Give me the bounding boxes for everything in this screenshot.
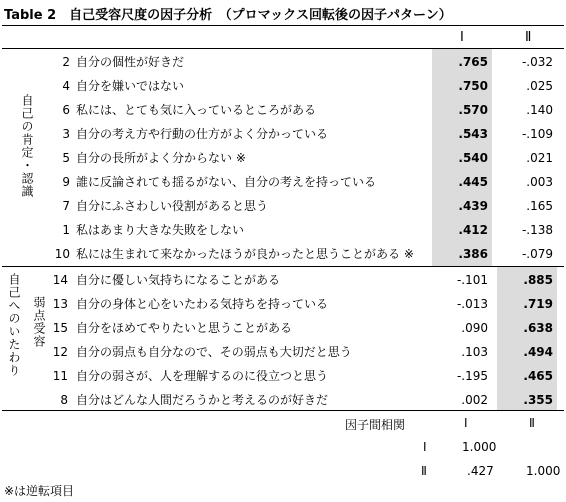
loading-factor1: .439: [458, 199, 488, 213]
item-number: 6: [62, 103, 70, 117]
loading-factor2: .885: [523, 273, 553, 287]
item-text: 誰に反論されても揺るがない、自分の考えを持っている: [76, 175, 377, 189]
table-title: Table 2 自己受容尺度の因子分析 （プロマックス回転後の因子パターン）: [4, 8, 452, 23]
loading-factor1: .002: [461, 393, 488, 407]
loading-factor1: .386: [458, 247, 488, 261]
item-number: 10: [54, 247, 70, 261]
loading-factor2: .638: [523, 321, 553, 335]
loading-factor2: -.138: [521, 223, 553, 237]
group-label-weakness-acceptance: 弱点受容: [32, 296, 46, 348]
loading-factor1: -.013: [456, 297, 488, 311]
item-text: 自分はどんな人間だろうかと考えるのが好きだ: [76, 393, 329, 407]
item-text: 自分の弱さが、人を理解するのに役立つと思う: [76, 369, 329, 383]
item-number: 13: [52, 297, 68, 311]
reverse-item-note: ※は逆転項目: [4, 484, 75, 498]
item-number: 8: [60, 393, 68, 407]
correlation-row1-value1: 1.000: [462, 440, 497, 454]
loading-factor1: .412: [458, 223, 488, 237]
correlation-label: 因子間相関: [345, 418, 406, 432]
item-number: 14: [52, 273, 68, 287]
table-row: [0, 364, 566, 388]
loading-factor1: -.101: [456, 273, 488, 287]
loading-factor2: .165: [526, 199, 553, 213]
loading-factor2: .494: [523, 345, 553, 359]
group-label-self-affirmation: 自己の肯定・認識: [20, 94, 34, 198]
correlation-row2-label: Ⅱ: [421, 464, 427, 478]
item-number: 7: [62, 199, 70, 213]
loading-factor1: .540: [458, 151, 488, 165]
table-row: [0, 340, 566, 364]
table-row: [0, 268, 566, 292]
item-number: 11: [52, 369, 68, 383]
correlation-header-factor1: Ⅰ: [464, 416, 468, 430]
table-row: [0, 292, 566, 316]
loading-factor2: .003: [526, 175, 553, 189]
table-row: [0, 316, 566, 340]
table-row: [0, 50, 566, 74]
loading-factor2: .719: [523, 297, 553, 311]
loading-factor1: .090: [461, 321, 488, 335]
correlation-header-factor2: Ⅱ: [529, 416, 535, 430]
item-number: 5: [62, 151, 70, 165]
loading-factor2: .465: [523, 369, 553, 383]
loading-factor1: -.195: [456, 369, 488, 383]
table-row: [0, 194, 566, 218]
column-header-factor1: Ⅰ: [460, 30, 464, 45]
loading-factor2: .025: [526, 79, 553, 93]
loading-factor2: -.109: [521, 127, 553, 141]
loading-factor2: .355: [523, 393, 553, 407]
item-number: 2: [62, 55, 70, 69]
top-rule: [2, 25, 564, 26]
item-text: 自分に優しい気持ちになることがある: [76, 273, 281, 287]
item-number: 3: [62, 127, 70, 141]
loading-factor1: .750: [458, 79, 488, 93]
loading-factor1: .543: [458, 127, 488, 141]
item-text: 自分にふさわしい役割があると思う: [76, 199, 269, 213]
item-text: 自分を嫌いではない: [76, 79, 185, 93]
table-row: [0, 122, 566, 146]
item-text: 自分の長所がよく分からない ※: [76, 151, 246, 165]
loading-factor1: .765: [458, 55, 488, 69]
table-row: [0, 388, 566, 412]
group-divider-rule: [2, 266, 564, 267]
item-text: 私には、とても気に入っているところがある: [76, 103, 317, 117]
table-row: [0, 146, 566, 170]
item-number: 15: [52, 321, 68, 335]
item-text: 自分の考え方や行動の仕方がよく分かっている: [76, 127, 329, 141]
item-text: 自分の個性が好きだ: [76, 55, 185, 69]
loading-factor1: .103: [461, 345, 488, 359]
correlation-row2-value2: 1.000: [526, 464, 561, 478]
item-text: 自分の身体と心をいたわる気持ちを持っている: [76, 297, 329, 311]
item-number: 1: [62, 223, 70, 237]
column-header-factor2: Ⅱ: [525, 30, 532, 45]
table-row: [0, 218, 566, 242]
table-row: [0, 74, 566, 98]
item-text: 私には生まれて来なかったほうが良かったと思うことがある ※: [76, 247, 414, 261]
table-row: [0, 98, 566, 122]
loading-factor2: .140: [526, 103, 553, 117]
item-text: 自分の弱点も自分なので、その弱点も大切だと思う: [76, 345, 352, 359]
loading-factor2: -.032: [521, 55, 553, 69]
item-text: 私はあまり大きな失敗をしない: [76, 223, 245, 237]
group-label-self-care: 自己へのいたわり: [7, 273, 21, 377]
item-number: 4: [62, 79, 70, 93]
item-text: 自分をほめてやりたいと思うことがある: [76, 321, 293, 335]
loading-factor2: -.079: [521, 247, 553, 261]
table-row: [0, 170, 566, 194]
table-row: [0, 242, 566, 266]
item-number: 12: [52, 345, 68, 359]
correlation-row1-label: Ⅰ: [423, 440, 427, 454]
loading-factor1: .445: [458, 175, 488, 189]
loading-factor1: .570: [458, 103, 488, 117]
correlation-row2-value1: .427: [467, 464, 494, 478]
loading-factor2: .021: [526, 151, 553, 165]
item-number: 9: [62, 175, 70, 189]
